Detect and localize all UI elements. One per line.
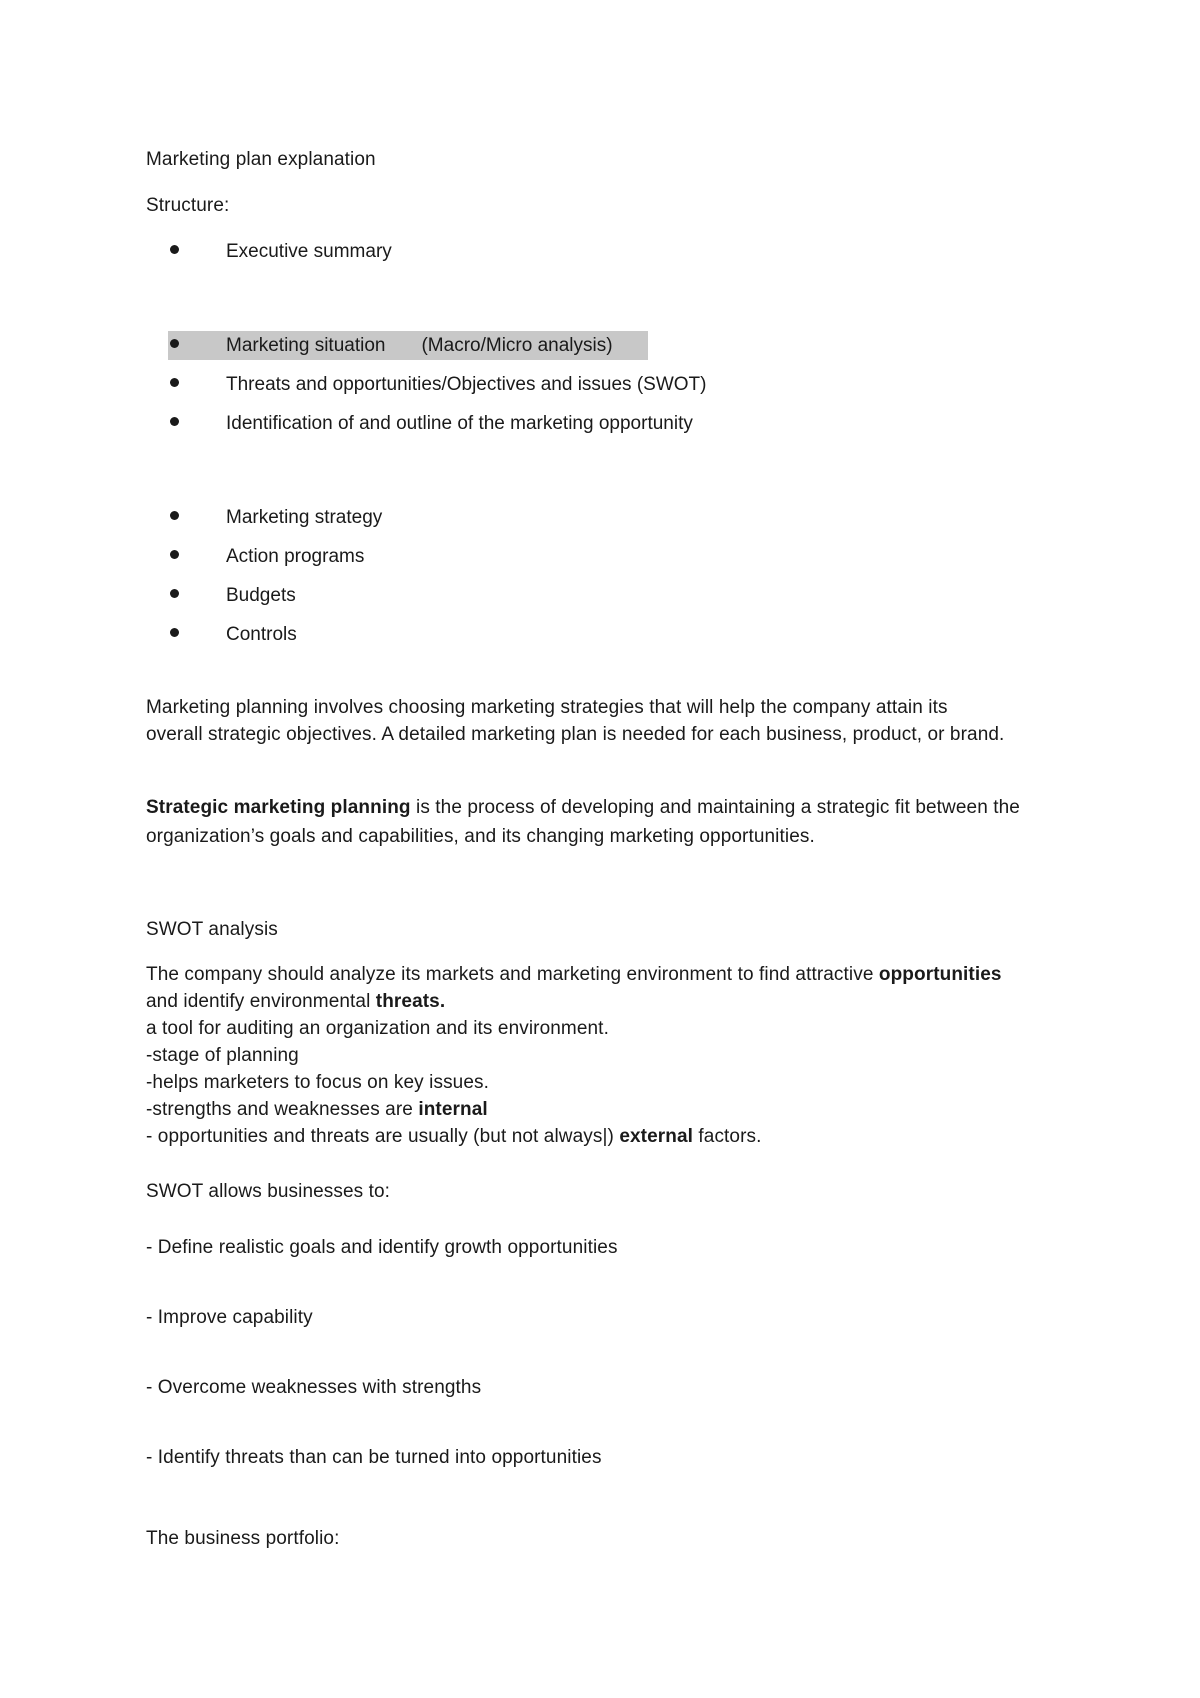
bullet-text: Threats and opportunities/Objectives and issues (SWOT) xyxy=(226,374,707,395)
bold-term: opportunities xyxy=(878,964,1002,985)
list-item: - Improve capability xyxy=(146,1307,313,1328)
paragraph-text: -strengths and weaknesses are xyxy=(146,1099,419,1120)
structure-label: Structure: xyxy=(146,195,230,216)
bullet-text: Marketing strategy xyxy=(226,507,383,528)
bold-term: Strategic marketing planning xyxy=(146,797,411,818)
bullet-item xyxy=(170,373,706,397)
bullet-icon xyxy=(170,378,179,387)
bullet-item xyxy=(170,584,296,608)
paragraph-line xyxy=(146,990,445,1014)
bold-term: threats. xyxy=(375,991,446,1012)
bullet-icon xyxy=(170,628,179,637)
paragraph-text: and identify environmental xyxy=(146,991,376,1012)
paragraph-line: organization’s goals and capabilities, and its changing marketing opportunities. xyxy=(146,826,815,847)
paragraph-line: -helps marketers to focus on key issues. xyxy=(146,1072,489,1093)
list-item: - Define realistic goals and identify growth opportunities xyxy=(146,1237,618,1258)
paragraph-text: factors. xyxy=(693,1126,762,1147)
section-heading: SWOT analysis xyxy=(146,919,278,940)
bullet-text: Identification of and outline of the marketing opportunity xyxy=(226,413,693,434)
bullet-text: Controls xyxy=(226,624,297,645)
bullet-icon xyxy=(170,589,179,598)
paragraph-line: overall strategic objectives. A detailed marketing plan is needed for each business, product, or brand. xyxy=(146,724,1005,745)
bullet-item xyxy=(170,506,382,530)
bullet-text-secondary: (Macro/Micro analysis) xyxy=(421,335,613,356)
bullet-text: Action programs xyxy=(226,546,365,567)
section-label: SWOT allows businesses to: xyxy=(146,1181,391,1202)
paragraph-line xyxy=(146,1098,488,1122)
bullet-icon xyxy=(170,550,179,559)
paragraph-text: - opportunities and threats are usually (but not always|) xyxy=(146,1126,620,1147)
paragraph-text: is the process of developing and maintaining a strategic fit between the xyxy=(410,797,1020,818)
bullet-item-highlighted xyxy=(170,334,613,358)
bullet-icon xyxy=(170,511,179,520)
bullet-item xyxy=(170,545,364,569)
paragraph-line xyxy=(146,963,1002,987)
paragraph-line: Marketing planning involves choosing marketing strategies that will help the company attain its xyxy=(146,697,948,718)
bullet-text: Marketing situation xyxy=(226,335,386,356)
bold-term: internal xyxy=(418,1099,488,1120)
bullet-icon xyxy=(170,417,179,426)
bullet-item xyxy=(170,240,392,264)
section-heading: The business portfolio: xyxy=(146,1528,340,1549)
bullet-text: Executive summary xyxy=(226,241,392,262)
bullet-icon xyxy=(170,339,179,348)
bullet-item xyxy=(170,412,693,436)
list-item: - Overcome weaknesses with strengths xyxy=(146,1377,482,1398)
list-item: - Identify threats than can be turned into opportunities xyxy=(146,1447,602,1468)
paragraph-line xyxy=(146,796,1020,820)
bullet-icon xyxy=(170,245,179,254)
paragraph-line: a tool for auditing an organization and its environment. xyxy=(146,1018,609,1039)
bullet-item xyxy=(170,623,297,647)
bullet-text: Budgets xyxy=(226,585,296,606)
bold-term: external xyxy=(619,1126,694,1147)
document-title: Marketing plan explanation xyxy=(146,149,376,170)
paragraph-text: The company should analyze its markets and marketing environment to find attractive xyxy=(146,964,879,985)
paragraph-line xyxy=(146,1125,762,1149)
paragraph-line: -stage of planning xyxy=(146,1045,299,1066)
